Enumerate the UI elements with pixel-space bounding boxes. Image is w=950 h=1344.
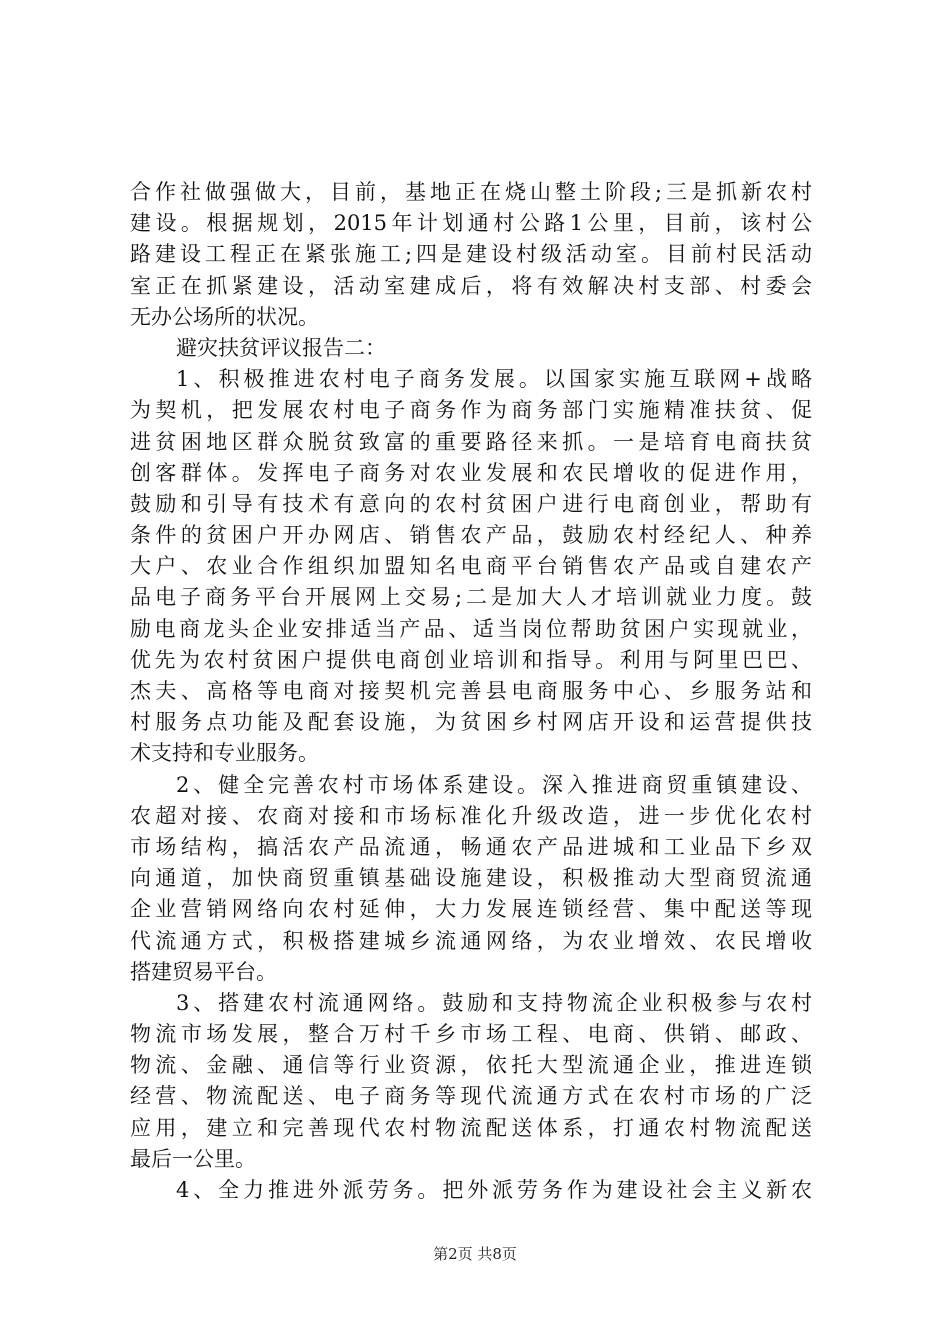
text-line: 无办公场所的状况。	[130, 304, 319, 329]
text-line: 3、搭建农村流通网络。鼓励和支持物流企业积极参与农村	[176, 990, 812, 1015]
text-line: 代流通方式，积极搭建城乡流通网络，为农业增效、农民增收	[130, 928, 812, 953]
text-line: 经营、物流配送、电子商务等现代流通方式在农村市场的广泛	[130, 1084, 812, 1109]
text-line: 建设。根据规划，2015年计划通村公路1公里，目前，该村公	[130, 211, 812, 236]
text-line: 励电商龙头企业安排适当产品、适当岗位帮助贫困户实现就业，	[130, 616, 812, 641]
text-line: 农超对接、农商对接和市场标准化升级改造，进一步优化农村	[130, 803, 812, 828]
paragraph	[130, 988, 812, 1175]
text-line: 村服务点功能及配套设施，为贫困乡村网店开设和运营提供技	[130, 710, 812, 735]
text-line: 最后一公里。	[130, 1146, 256, 1171]
text-line: 鼓励和引导有技术有意向的农村贫困户进行电商创业，帮助有	[130, 491, 812, 516]
document-body	[130, 177, 812, 1206]
paragraph	[130, 333, 812, 364]
page-footer: 第2页 共8页	[433, 1245, 517, 1263]
text-line: 物流市场发展，整合万村千乡市场工程、电商、供销、邮政、	[130, 1022, 812, 1047]
text-line: 为契机，把发展农村电子商务作为商务部门实施精准扶贫、促	[130, 398, 812, 423]
text-line: 合作社做强做大，目前，基地正在烧山整土阶段;三是抓新农村	[130, 180, 812, 204]
text-line: 室正在抓紧建设，活动室建成后，将有效解决村支部、村委会	[130, 273, 812, 298]
paragraph	[130, 1175, 812, 1206]
text-line: 搭建贸易平台。	[130, 959, 277, 984]
paragraph	[130, 177, 812, 333]
text-line: 创客群体。发挥电子商务对农业发展和农民增收的促进作用，	[130, 460, 812, 485]
text-line: 品电子商务平台开展网上交易;二是加大人才培训就业力度。鼓	[130, 585, 812, 610]
text-line: 应用，建立和完善现代农村物流配送体系，打通农村物流配送	[130, 1115, 812, 1140]
paragraph	[130, 364, 812, 769]
text-line: 优先为农村贫困户提供电商创业培训和指导。利用与阿里巴巴、	[130, 647, 812, 672]
text-line: 杰夫、高格等电商对接契机完善县电商服务中心、乡服务站和	[130, 679, 812, 703]
text-line: 市场结构，搞活农产品流通，畅通农产品进城和工业品下乡双	[130, 834, 812, 859]
text-line: 条件的贫困户开办网店、销售农产品，鼓励农村经纪人、种养	[130, 523, 812, 548]
text-line: 物流、金融、通信等行业资源，依托大型流通企业，推进连锁	[130, 1053, 812, 1078]
text-line: 2、健全完善农村市场体系建设。深入推进商贸重镇建设、	[176, 772, 812, 797]
text-line: 企业营销网络向农村延伸，大力发展连锁经营、集中配送等现	[130, 897, 812, 922]
text-line: 进贫困地区群众脱贫致富的重要路径来抓。一是培育电商扶贫	[130, 429, 812, 454]
text-line: 大户、农业合作组织加盟知名电商平台销售农产品或自建农产	[130, 554, 812, 579]
text-line: 路建设工程正在紧张施工;四是建设村级活动室。目前村民活动	[130, 242, 812, 267]
text-line: 向通道，加快商贸重镇基础设施建设，积极推动大型商贸流通	[130, 866, 812, 891]
text-line: 避灾扶贫评议报告二：	[176, 335, 386, 360]
paragraph	[130, 770, 812, 988]
text-line: 术支持和专业服务。	[130, 741, 319, 766]
text-line: 4、全力推进外派劳务。把外派劳务作为建设社会主义新农	[176, 1178, 812, 1202]
text-line: 1、积极推进农村电子商务发展。以国家实施互联网+战略	[176, 367, 812, 392]
